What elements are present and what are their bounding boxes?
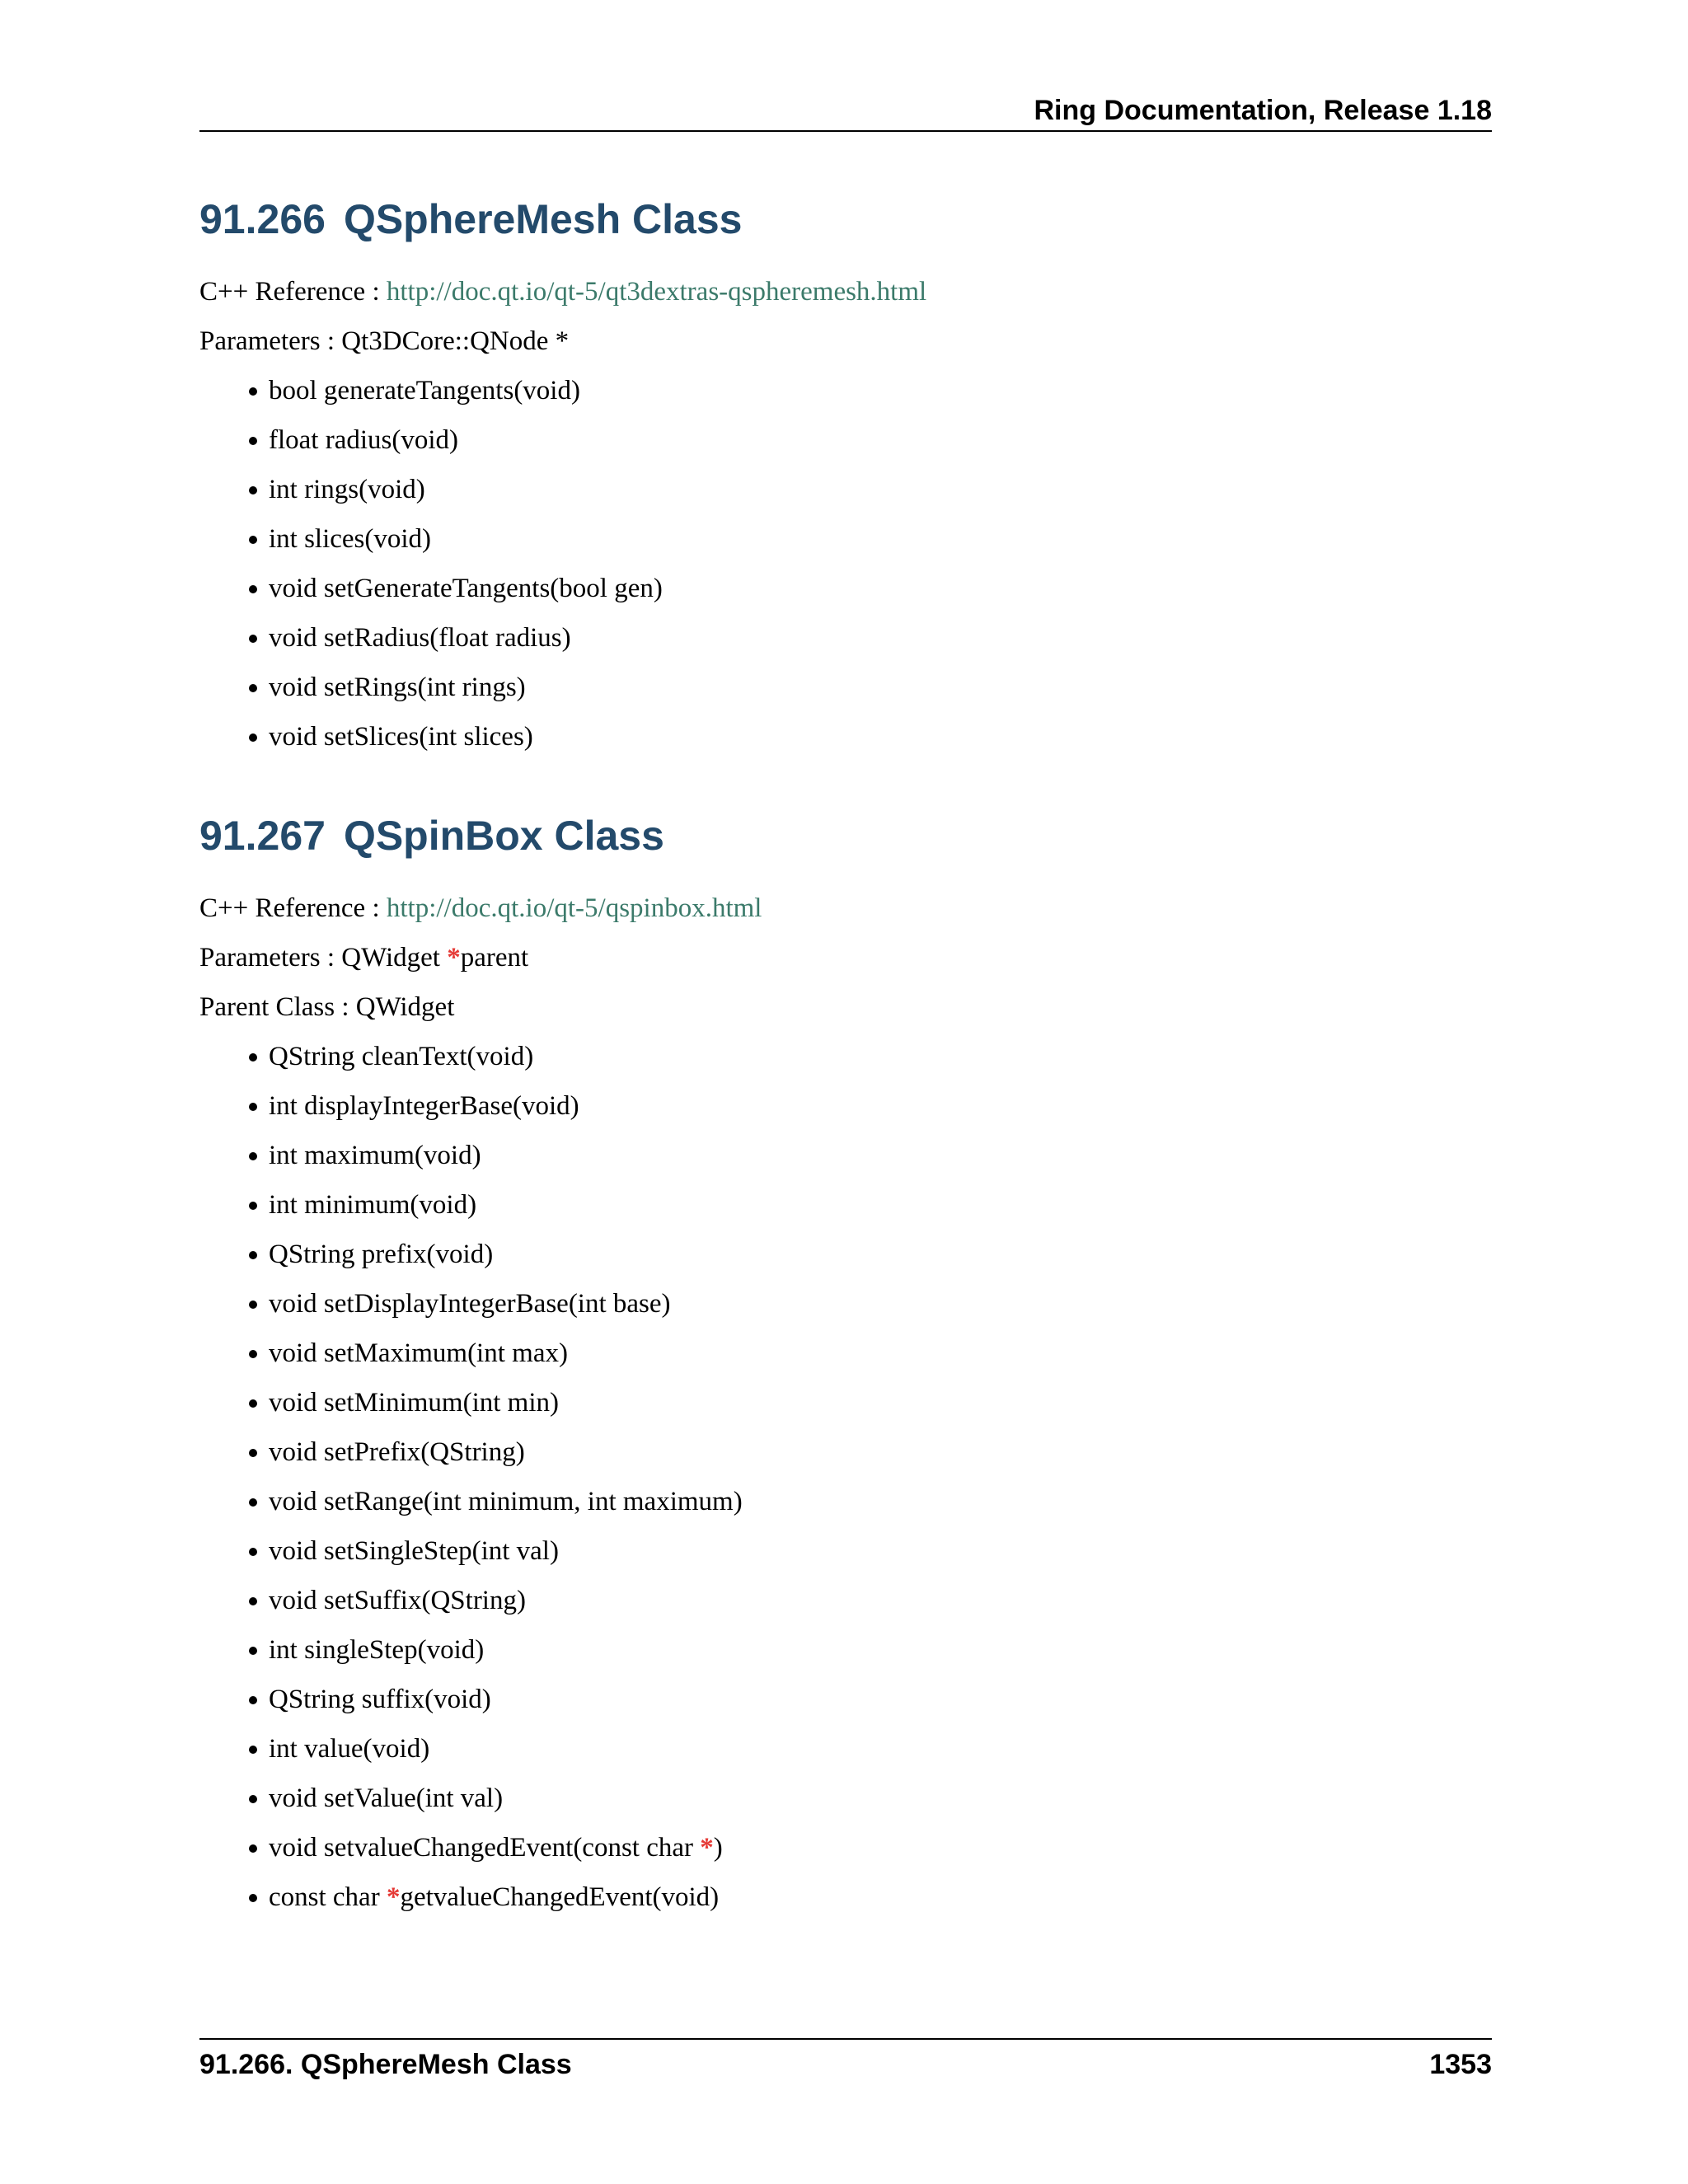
parameters-label: Parameters :	[199, 326, 342, 356]
list-item: int displayIntegerBase(void)	[269, 1081, 1492, 1131]
page-number: 1353	[1429, 2049, 1492, 2080]
list-item: void setRange(int minimum, int maximum)	[269, 1477, 1492, 1526]
list-item: void setRings(int rings)	[269, 663, 1492, 712]
pointer-star: *	[700, 1833, 714, 1863]
running-title: Ring Documentation, Release 1.18	[1034, 95, 1492, 126]
list-item	[269, 1823, 1492, 1872]
list-item: QString suffix(void)	[269, 1675, 1492, 1724]
list-item: int value(void)	[269, 1724, 1492, 1774]
section-qspheremesh	[199, 190, 1492, 762]
list-item: QString prefix(void)	[269, 1230, 1492, 1279]
parameters-type: QWidget	[341, 943, 448, 972]
list-item: int singleStep(void)	[269, 1625, 1492, 1675]
method-text: getvalueChangedEvent(void)	[400, 1882, 720, 1912]
list-item: float radius(void)	[269, 415, 1492, 465]
list-item: void setMinimum(int min)	[269, 1378, 1492, 1427]
method-text: void setvalueChangedEvent(const char	[269, 1833, 701, 1863]
section-heading	[199, 806, 1492, 865]
section-number: 91.267	[199, 813, 326, 859]
section-number: 91.266	[199, 196, 326, 242]
list-item: int slices(void)	[269, 514, 1492, 564]
cpp-reference-link[interactable]: http://doc.qt.io/qt-5/qt3dextras-qspheremesh.html	[386, 277, 927, 307]
list-item: void setGenerateTangents(bool gen)	[269, 564, 1492, 613]
list-item	[269, 1872, 1492, 1922]
list-item: int minimum(void)	[269, 1180, 1492, 1230]
parameters-label: Parameters :	[199, 943, 342, 972]
list-item: void setValue(int val)	[269, 1774, 1492, 1823]
cpp-reference-link[interactable]: http://doc.qt.io/qt-5/qspinbox.html	[386, 893, 762, 923]
section-title: QSpinBox Class	[343, 813, 664, 859]
list-item: void setSuffix(QString)	[269, 1576, 1492, 1625]
parameters-value: Qt3DCore::QNode *	[341, 326, 570, 356]
list-item: QString cleanText(void)	[269, 1032, 1492, 1081]
footer-section: 91.266. QSphereMesh Class	[199, 2049, 572, 2080]
parent-class-value: QWidget	[355, 992, 455, 1022]
page-header	[199, 91, 1492, 132]
list-item: void setRadius(float radius)	[269, 613, 1492, 663]
page-content	[199, 190, 1492, 1922]
list-item: int rings(void)	[269, 465, 1492, 514]
parameters	[199, 933, 1492, 982]
cpp-reference-label: C++ Reference :	[199, 277, 387, 307]
section-heading	[199, 190, 1492, 249]
list-item: void setSingleStep(int val)	[269, 1526, 1492, 1576]
list-item: void setPrefix(QString)	[269, 1427, 1492, 1477]
parent-class	[199, 982, 1492, 1032]
method-list	[199, 1032, 1492, 1922]
list-item: void setSlices(int slices)	[269, 712, 1492, 762]
section-qspinbox	[199, 806, 1492, 1922]
method-list	[199, 366, 1492, 762]
method-text: )	[713, 1833, 723, 1863]
pointer-star: *	[386, 1882, 401, 1912]
list-item: bool generateTangents(void)	[269, 366, 1492, 415]
pointer-star: *	[447, 943, 461, 972]
cpp-reference	[199, 267, 1492, 316]
cpp-reference-label: C++ Reference :	[199, 893, 387, 923]
parameters	[199, 316, 1492, 366]
method-text: const char	[269, 1882, 387, 1912]
page-footer	[199, 2038, 1492, 2089]
section-title: QSphereMesh Class	[343, 196, 743, 242]
list-item: void setDisplayIntegerBase(int base)	[269, 1279, 1492, 1329]
parameters-name: parent	[460, 943, 529, 972]
cpp-reference	[199, 883, 1492, 933]
list-item: int maximum(void)	[269, 1131, 1492, 1180]
parent-class-label: Parent Class :	[199, 992, 356, 1022]
list-item: void setMaximum(int max)	[269, 1329, 1492, 1378]
